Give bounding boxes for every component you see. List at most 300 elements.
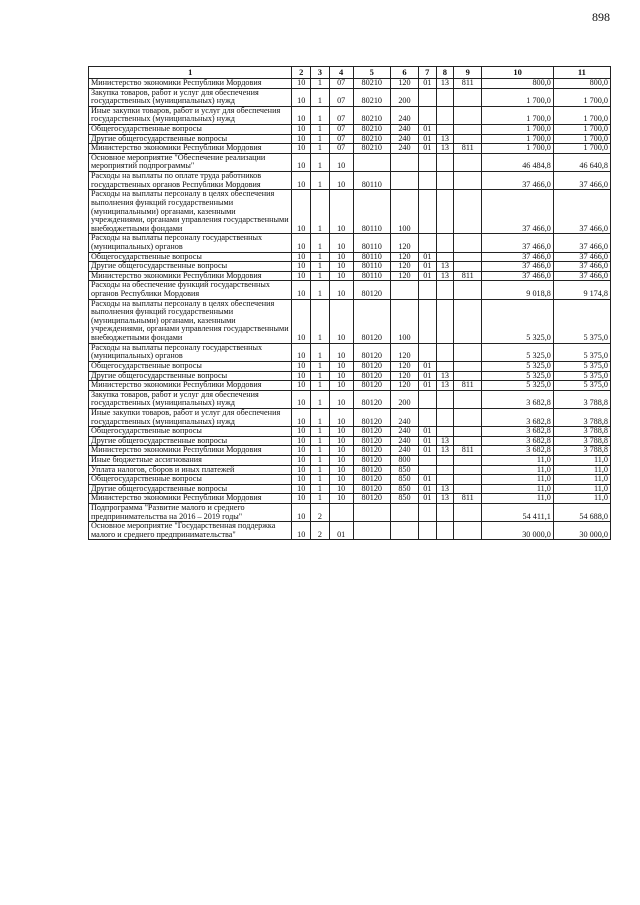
expense-type-cell: 240 xyxy=(390,125,418,135)
subsection-cell: 1 xyxy=(311,153,330,171)
amount-cell-year-1: 3 682,8 xyxy=(482,427,554,437)
chapter-cell: 01 xyxy=(418,484,436,494)
amount-cell-year-2: 1 700,0 xyxy=(553,106,610,124)
row-name-cell: Иные бюджетные ассигнования xyxy=(89,455,292,465)
chapter-cell xyxy=(418,106,436,124)
subsection-cell: 1 xyxy=(311,125,330,135)
subchapter-cell xyxy=(436,234,454,252)
department-cell xyxy=(454,299,482,343)
subchapter-cell xyxy=(436,408,454,426)
amount-cell-year-1: 5 325,0 xyxy=(482,381,554,391)
amount-cell-year-1: 5 325,0 xyxy=(482,371,554,381)
chapter-cell xyxy=(418,408,436,426)
table-row xyxy=(89,390,611,408)
chapter-cell: 01 xyxy=(418,446,436,456)
table-row xyxy=(89,262,611,272)
subsection-cell: 1 xyxy=(311,144,330,154)
section-cell: 10 xyxy=(292,299,311,343)
amount-cell-year-2: 5 375,0 xyxy=(553,371,610,381)
table-row xyxy=(89,252,611,262)
chapter-cell: 01 xyxy=(418,252,436,262)
amount-cell-year-2: 46 640,8 xyxy=(553,153,610,171)
row-name-cell: Министерство экономики Республики Мордовия xyxy=(89,494,292,504)
target-code-cell: 80120 xyxy=(353,299,390,343)
expense-type-cell: 200 xyxy=(390,88,418,106)
expense-type-cell: 120 xyxy=(390,361,418,371)
row-name-cell: Другие общегосударственные вопросы xyxy=(89,262,292,272)
subchapter-cell xyxy=(436,475,454,485)
subsection-cell: 1 xyxy=(311,281,330,299)
target-code-cell: 80120 xyxy=(353,343,390,361)
expense-type-cell: 200 xyxy=(390,390,418,408)
department-cell xyxy=(454,504,482,522)
department-cell xyxy=(454,262,482,272)
program-code-cell: 10 xyxy=(329,361,353,371)
department-cell xyxy=(454,427,482,437)
section-cell: 10 xyxy=(292,522,311,540)
section-cell: 10 xyxy=(292,436,311,446)
subsection-cell: 1 xyxy=(311,475,330,485)
target-code-cell: 80120 xyxy=(353,455,390,465)
amount-cell-year-2: 3 788,8 xyxy=(553,446,610,456)
subsection-cell: 1 xyxy=(311,455,330,465)
subchapter-cell: 13 xyxy=(436,484,454,494)
expense-type-cell: 240 xyxy=(390,408,418,426)
subchapter-cell xyxy=(436,153,454,171)
target-code-cell: 80110 xyxy=(353,271,390,281)
expense-type-cell: 240 xyxy=(390,427,418,437)
expense-type-cell: 100 xyxy=(390,299,418,343)
program-code-cell: 10 xyxy=(329,408,353,426)
subchapter-cell xyxy=(436,252,454,262)
amount-cell-year-2: 11,0 xyxy=(553,465,610,475)
subsection-cell: 1 xyxy=(311,446,330,456)
subchapter-cell: 13 xyxy=(436,144,454,154)
program-code-cell: 10 xyxy=(329,475,353,485)
chapter-cell xyxy=(418,522,436,540)
table-row xyxy=(89,134,611,144)
table-row xyxy=(89,522,611,540)
chapter-cell xyxy=(418,88,436,106)
subchapter-cell xyxy=(436,390,454,408)
amount-cell-year-2: 9 174,8 xyxy=(553,281,610,299)
expense-type-cell: 800 xyxy=(390,455,418,465)
subchapter-cell xyxy=(436,361,454,371)
subsection-cell: 1 xyxy=(311,88,330,106)
program-code-cell: 10 xyxy=(329,427,353,437)
amount-cell-year-2: 37 466,0 xyxy=(553,252,610,262)
budget-table xyxy=(88,66,611,540)
amount-cell-year-2: 3 788,8 xyxy=(553,436,610,446)
target-code-cell: 80120 xyxy=(353,408,390,426)
chapter-cell xyxy=(418,190,436,234)
amount-cell-year-2: 37 466,0 xyxy=(553,262,610,272)
program-code-cell: 10 xyxy=(329,234,353,252)
subchapter-cell xyxy=(436,522,454,540)
amount-cell-year-1: 11,0 xyxy=(482,494,554,504)
section-cell: 10 xyxy=(292,262,311,272)
amount-cell-year-1: 54 411,1 xyxy=(482,504,554,522)
target-code-cell: 80210 xyxy=(353,79,390,89)
column-header: 6 xyxy=(390,67,418,79)
amount-cell-year-1: 3 682,8 xyxy=(482,436,554,446)
expense-type-cell: 240 xyxy=(390,446,418,456)
amount-cell-year-2: 37 466,0 xyxy=(553,172,610,190)
section-cell: 10 xyxy=(292,172,311,190)
row-name-cell: Расходы на выплаты персоналу государственных (муниципальных) органов xyxy=(89,343,292,361)
program-code-cell: 07 xyxy=(329,79,353,89)
table-row xyxy=(89,234,611,252)
section-cell: 10 xyxy=(292,371,311,381)
department-cell xyxy=(454,390,482,408)
section-cell: 10 xyxy=(292,153,311,171)
row-name-cell: Расходы на обеспечение функций государственных органов Республики Мордовия xyxy=(89,281,292,299)
row-name-cell: Общегосударственные вопросы xyxy=(89,125,292,135)
subchapter-cell xyxy=(436,190,454,234)
amount-cell-year-1: 37 466,0 xyxy=(482,234,554,252)
section-cell: 10 xyxy=(292,271,311,281)
amount-cell-year-1: 3 682,8 xyxy=(482,446,554,456)
column-header: 5 xyxy=(353,67,390,79)
amount-cell-year-1: 1 700,0 xyxy=(482,134,554,144)
program-code-cell: 10 xyxy=(329,381,353,391)
target-code-cell xyxy=(353,153,390,171)
amount-cell-year-1: 37 466,0 xyxy=(482,262,554,272)
department-cell xyxy=(454,252,482,262)
row-name-cell: Уплата налогов, сборов и иных платежей xyxy=(89,465,292,475)
subsection-cell: 1 xyxy=(311,361,330,371)
table-body xyxy=(89,79,611,540)
department-cell xyxy=(454,134,482,144)
department-cell: 811 xyxy=(454,494,482,504)
row-name-cell: Расходы на выплаты по оплате труда работников государственных органов Республики Мордовия xyxy=(89,172,292,190)
expense-type-cell: 120 xyxy=(390,371,418,381)
section-cell: 10 xyxy=(292,281,311,299)
amount-cell-year-2: 3 788,8 xyxy=(553,390,610,408)
amount-cell-year-2: 3 788,8 xyxy=(553,427,610,437)
subsection-cell: 1 xyxy=(311,262,330,272)
department-cell: 811 xyxy=(454,271,482,281)
target-code-cell: 80110 xyxy=(353,262,390,272)
target-code-cell: 80120 xyxy=(353,281,390,299)
row-name-cell: Министерство экономики Республики Мордовия xyxy=(89,381,292,391)
amount-cell-year-2: 1 700,0 xyxy=(553,134,610,144)
chapter-cell xyxy=(418,172,436,190)
target-code-cell: 80210 xyxy=(353,88,390,106)
program-code-cell: 07 xyxy=(329,106,353,124)
target-code-cell: 80120 xyxy=(353,484,390,494)
table-row xyxy=(89,88,611,106)
section-cell: 10 xyxy=(292,234,311,252)
amount-cell-year-1: 1 700,0 xyxy=(482,106,554,124)
section-cell: 10 xyxy=(292,390,311,408)
table-row xyxy=(89,494,611,504)
subsection-cell: 1 xyxy=(311,134,330,144)
section-cell: 10 xyxy=(292,427,311,437)
subsection-cell: 1 xyxy=(311,484,330,494)
chapter-cell xyxy=(418,281,436,299)
row-name-cell: Министерство экономики Республики Мордовия xyxy=(89,79,292,89)
row-name-cell: Основное мероприятие "Государственная поддержка малого и среднего предпринимательства" xyxy=(89,522,292,540)
amount-cell-year-1: 46 484,8 xyxy=(482,153,554,171)
chapter-cell: 01 xyxy=(418,361,436,371)
table-header-row xyxy=(89,67,611,79)
program-code-cell: 10 xyxy=(329,172,353,190)
table-row xyxy=(89,281,611,299)
amount-cell-year-1: 37 466,0 xyxy=(482,172,554,190)
column-header: 11 xyxy=(553,67,610,79)
row-name-cell: Общегосударственные вопросы xyxy=(89,361,292,371)
amount-cell-year-1: 37 466,0 xyxy=(482,252,554,262)
program-code-cell: 10 xyxy=(329,299,353,343)
department-cell xyxy=(454,172,482,190)
table-row xyxy=(89,271,611,281)
subchapter-cell xyxy=(436,281,454,299)
expense-type-cell: 850 xyxy=(390,494,418,504)
column-header: 10 xyxy=(482,67,554,79)
row-name-cell: Иные закупки товаров, работ и услуг для обеспечения государственных (муниципальных) нужд xyxy=(89,106,292,124)
amount-cell-year-2: 37 466,0 xyxy=(553,190,610,234)
department-cell xyxy=(454,153,482,171)
table-row xyxy=(89,106,611,124)
amount-cell-year-2: 5 375,0 xyxy=(553,299,610,343)
department-cell xyxy=(454,88,482,106)
subsection-cell: 1 xyxy=(311,79,330,89)
target-code-cell: 80110 xyxy=(353,234,390,252)
row-name-cell: Иные закупки товаров, работ и услуг для обеспечения государственных (муниципальных) нужд xyxy=(89,408,292,426)
table-row xyxy=(89,343,611,361)
column-header: 2 xyxy=(292,67,311,79)
target-code-cell: 80210 xyxy=(353,134,390,144)
amount-cell-year-2: 5 375,0 xyxy=(553,361,610,371)
chapter-cell xyxy=(418,455,436,465)
program-code-cell xyxy=(329,504,353,522)
section-cell: 10 xyxy=(292,455,311,465)
amount-cell-year-2: 11,0 xyxy=(553,484,610,494)
amount-cell-year-1: 3 682,8 xyxy=(482,390,554,408)
amount-cell-year-2: 11,0 xyxy=(553,475,610,485)
subsection-cell: 1 xyxy=(311,408,330,426)
target-code-cell: 80120 xyxy=(353,381,390,391)
row-name-cell: Министерство экономики Республики Мордовия xyxy=(89,271,292,281)
program-code-cell: 10 xyxy=(329,252,353,262)
expense-type-cell xyxy=(390,504,418,522)
department-cell: 811 xyxy=(454,381,482,391)
table-row xyxy=(89,408,611,426)
table-row xyxy=(89,446,611,456)
subsection-cell: 1 xyxy=(311,343,330,361)
amount-cell-year-1: 1 700,0 xyxy=(482,88,554,106)
department-cell: 811 xyxy=(454,144,482,154)
row-name-cell: Основное мероприятие "Обеспечение реализации мероприятий подпрограммы" xyxy=(89,153,292,171)
row-name-cell: Закупка товаров, работ и услуг для обеспечения государственных (муниципальных) нужд xyxy=(89,88,292,106)
subchapter-cell xyxy=(436,172,454,190)
section-cell: 10 xyxy=(292,343,311,361)
department-cell xyxy=(454,455,482,465)
target-code-cell: 80120 xyxy=(353,371,390,381)
program-code-cell: 10 xyxy=(329,343,353,361)
program-code-cell: 07 xyxy=(329,88,353,106)
chapter-cell: 01 xyxy=(418,371,436,381)
expense-type-cell: 120 xyxy=(390,271,418,281)
program-code-cell: 10 xyxy=(329,371,353,381)
table-row xyxy=(89,190,611,234)
department-cell xyxy=(454,106,482,124)
expense-type-cell: 240 xyxy=(390,144,418,154)
section-cell: 10 xyxy=(292,361,311,371)
subchapter-cell: 13 xyxy=(436,79,454,89)
department-cell xyxy=(454,408,482,426)
section-cell: 10 xyxy=(292,446,311,456)
chapter-cell: 01 xyxy=(418,125,436,135)
amount-cell-year-1: 5 325,0 xyxy=(482,343,554,361)
expense-type-cell: 240 xyxy=(390,106,418,124)
subsection-cell: 1 xyxy=(311,190,330,234)
amount-cell-year-2: 5 375,0 xyxy=(553,343,610,361)
table-row xyxy=(89,455,611,465)
department-cell xyxy=(454,475,482,485)
section-cell: 10 xyxy=(292,106,311,124)
section-cell: 10 xyxy=(292,88,311,106)
chapter-cell: 01 xyxy=(418,494,436,504)
expense-type-cell: 120 xyxy=(390,79,418,89)
target-code-cell: 80120 xyxy=(353,465,390,475)
expense-type-cell: 240 xyxy=(390,134,418,144)
subsection-cell: 1 xyxy=(311,172,330,190)
chapter-cell xyxy=(418,390,436,408)
expense-type-cell: 850 xyxy=(390,475,418,485)
expense-type-cell: 120 xyxy=(390,381,418,391)
program-code-cell: 07 xyxy=(329,125,353,135)
program-code-cell: 10 xyxy=(329,455,353,465)
department-cell: 811 xyxy=(454,79,482,89)
chapter-cell xyxy=(418,504,436,522)
department-cell xyxy=(454,190,482,234)
target-code-cell: 80120 xyxy=(353,494,390,504)
section-cell: 10 xyxy=(292,494,311,504)
department-cell xyxy=(454,343,482,361)
amount-cell-year-1: 1 700,0 xyxy=(482,144,554,154)
program-code-cell: 10 xyxy=(329,436,353,446)
amount-cell-year-2: 11,0 xyxy=(553,455,610,465)
target-code-cell: 80210 xyxy=(353,125,390,135)
chapter-cell: 01 xyxy=(418,475,436,485)
subsection-cell: 1 xyxy=(311,390,330,408)
section-cell: 10 xyxy=(292,475,311,485)
amount-cell-year-2: 54 688,0 xyxy=(553,504,610,522)
program-code-cell: 10 xyxy=(329,494,353,504)
target-code-cell: 80110 xyxy=(353,252,390,262)
subchapter-cell: 13 xyxy=(436,134,454,144)
expense-type-cell xyxy=(390,281,418,299)
row-name-cell: Другие общегосударственные вопросы xyxy=(89,484,292,494)
amount-cell-year-1: 11,0 xyxy=(482,484,554,494)
amount-cell-year-2: 3 788,8 xyxy=(553,408,610,426)
expense-type-cell: 100 xyxy=(390,190,418,234)
subchapter-cell xyxy=(436,455,454,465)
department-cell xyxy=(454,361,482,371)
amount-cell-year-1: 37 466,0 xyxy=(482,190,554,234)
subchapter-cell xyxy=(436,106,454,124)
department-cell xyxy=(454,281,482,299)
expense-type-cell xyxy=(390,172,418,190)
row-name-cell: Другие общегосударственные вопросы xyxy=(89,371,292,381)
subchapter-cell: 13 xyxy=(436,381,454,391)
subchapter-cell: 13 xyxy=(436,494,454,504)
section-cell: 10 xyxy=(292,252,311,262)
amount-cell-year-1: 5 325,0 xyxy=(482,299,554,343)
subsection-cell: 1 xyxy=(311,299,330,343)
amount-cell-year-1: 11,0 xyxy=(482,475,554,485)
expense-type-cell xyxy=(390,522,418,540)
subchapter-cell: 13 xyxy=(436,371,454,381)
section-cell: 10 xyxy=(292,408,311,426)
subsection-cell: 1 xyxy=(311,494,330,504)
amount-cell-year-2: 1 700,0 xyxy=(553,125,610,135)
amount-cell-year-1: 9 018,8 xyxy=(482,281,554,299)
table-row xyxy=(89,299,611,343)
chapter-cell: 01 xyxy=(418,79,436,89)
department-cell xyxy=(454,371,482,381)
amount-cell-year-1: 1 700,0 xyxy=(482,125,554,135)
amount-cell-year-1: 37 466,0 xyxy=(482,271,554,281)
target-code-cell: 80120 xyxy=(353,436,390,446)
table-row xyxy=(89,172,611,190)
subchapter-cell xyxy=(436,504,454,522)
amount-cell-year-1: 11,0 xyxy=(482,455,554,465)
department-cell xyxy=(454,436,482,446)
subsection-cell: 2 xyxy=(311,504,330,522)
row-name-cell: Министерство экономики Республики Мордовия xyxy=(89,446,292,456)
row-name-cell: Другие общегосударственные вопросы xyxy=(89,436,292,446)
chapter-cell xyxy=(418,153,436,171)
amount-cell-year-2: 1 700,0 xyxy=(553,144,610,154)
subsection-cell: 1 xyxy=(311,465,330,475)
section-cell: 10 xyxy=(292,504,311,522)
expense-type-cell: 850 xyxy=(390,465,418,475)
subchapter-cell xyxy=(436,125,454,135)
amount-cell-year-2: 5 375,0 xyxy=(553,381,610,391)
table-row xyxy=(89,475,611,485)
department-cell xyxy=(454,484,482,494)
table-row xyxy=(89,427,611,437)
expense-type-cell: 120 xyxy=(390,234,418,252)
subsection-cell: 1 xyxy=(311,234,330,252)
amount-cell-year-2: 30 000,0 xyxy=(553,522,610,540)
subchapter-cell: 13 xyxy=(436,446,454,456)
program-code-cell: 10 xyxy=(329,271,353,281)
row-name-cell: Подпрограмма "Развитие малого и среднего предпринимательства на 2016 – 2019 годы" xyxy=(89,504,292,522)
target-code-cell: 80120 xyxy=(353,475,390,485)
expense-type-cell: 120 xyxy=(390,262,418,272)
amount-cell-year-2: 1 700,0 xyxy=(553,88,610,106)
chapter-cell xyxy=(418,465,436,475)
amount-cell-year-1: 11,0 xyxy=(482,465,554,475)
table-row xyxy=(89,361,611,371)
program-code-cell: 10 xyxy=(329,153,353,171)
department-cell xyxy=(454,125,482,135)
table-row xyxy=(89,144,611,154)
target-code-cell: 80120 xyxy=(353,446,390,456)
program-code-cell: 07 xyxy=(329,134,353,144)
subsection-cell: 1 xyxy=(311,106,330,124)
table-row xyxy=(89,79,611,89)
amount-cell-year-2: 37 466,0 xyxy=(553,234,610,252)
target-code-cell: 80120 xyxy=(353,427,390,437)
chapter-cell: 01 xyxy=(418,144,436,154)
column-header: 7 xyxy=(418,67,436,79)
column-header: 4 xyxy=(329,67,353,79)
